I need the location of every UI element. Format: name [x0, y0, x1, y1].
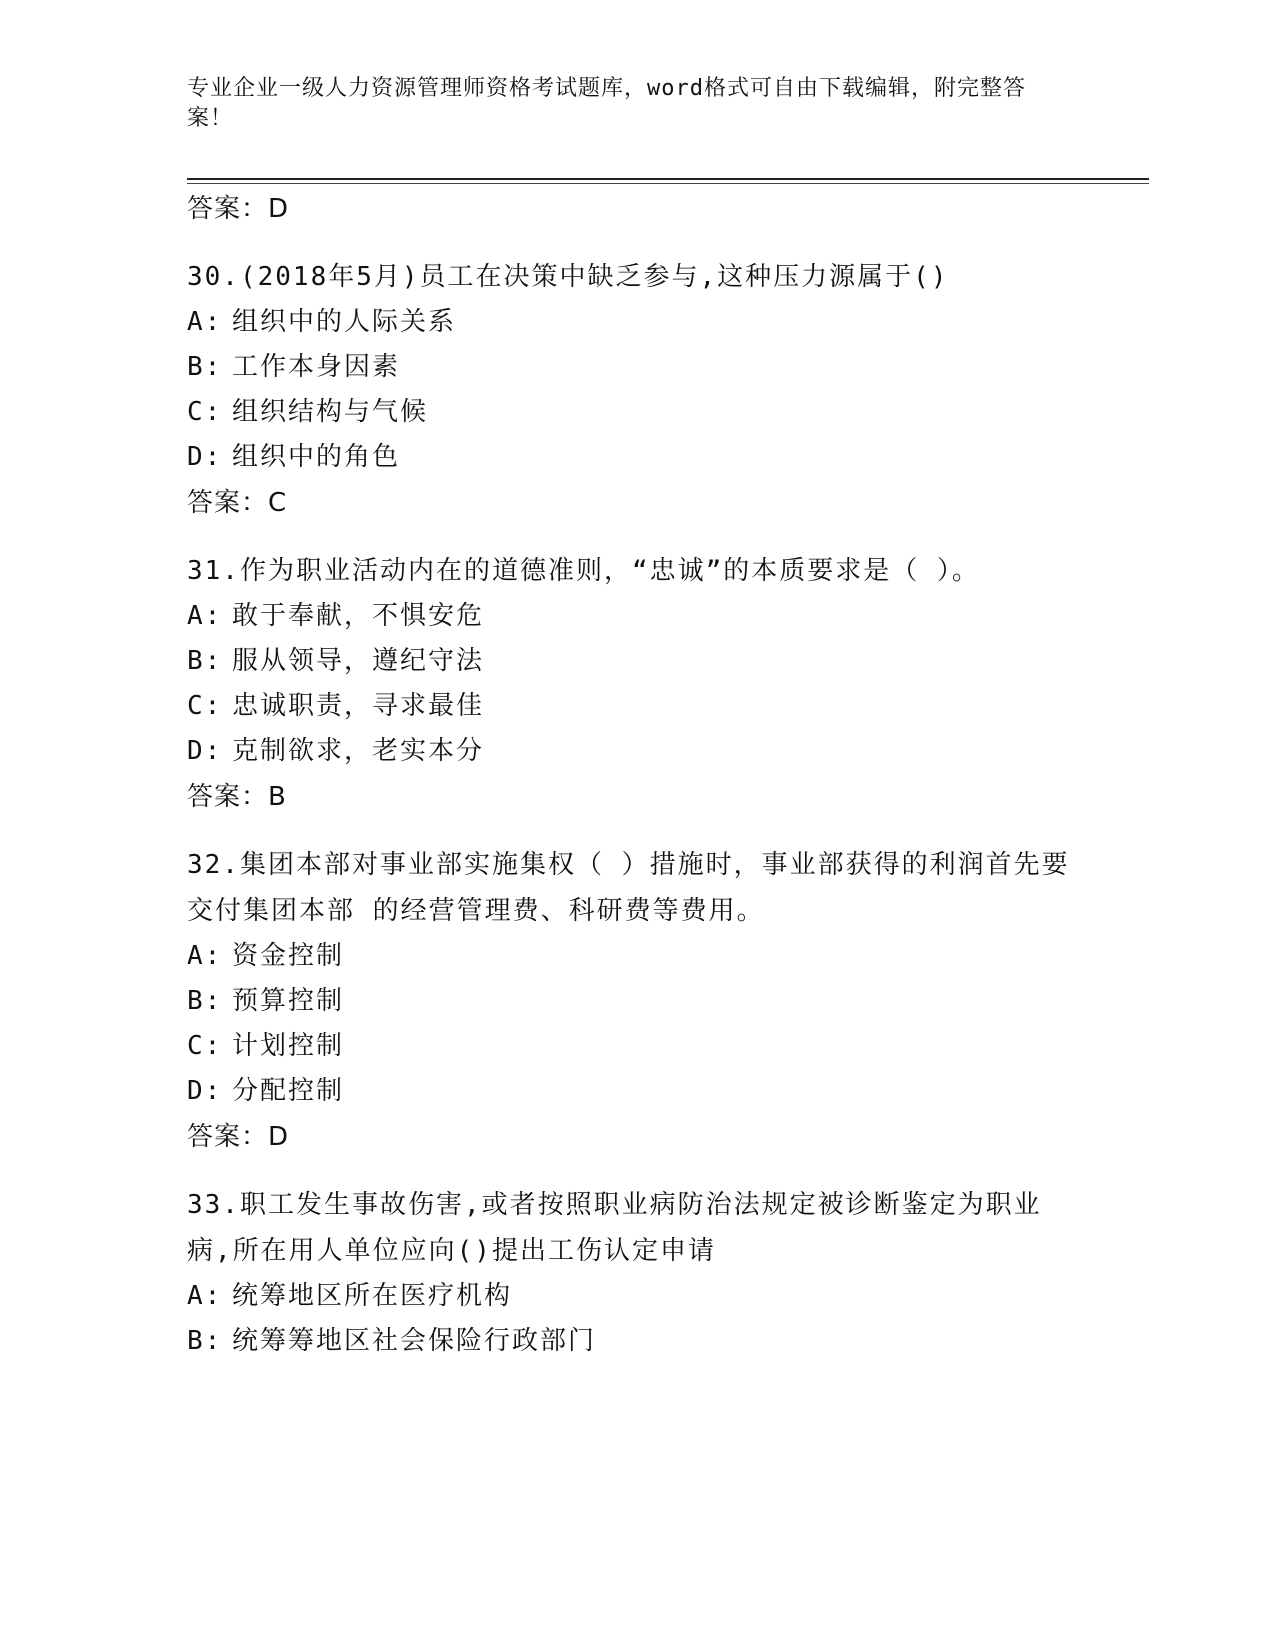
answer-line: 答案：C [187, 488, 288, 518]
question-30 [187, 254, 1087, 526]
option-text: 忠诚职责，寻求最佳 [232, 691, 485, 721]
question-stem: 33.职工发生事故伤害,或者按照职业病防治法规定被诊断鉴定为职业病,所在用人单位应向()提出工伤认定申请 [187, 1190, 1042, 1266]
header-divider-thin [187, 183, 1149, 184]
option-c [187, 684, 1087, 729]
option-letter: A: [187, 307, 223, 337]
question-stem: 31.作为职业活动内在的道德准则，“忠诚”的本质要求是（ ）。 [187, 556, 980, 586]
option-letter: D: [187, 442, 223, 472]
option-text: 统筹筹地区社会保险行政部门 [232, 1326, 597, 1356]
option-d [187, 435, 1087, 480]
option-text: 工作本身因素 [232, 352, 401, 382]
option-letter: B: [187, 352, 223, 382]
page-header: 专业企业一级人力资源管理师资格考试题库，word格式可自由下载编辑，附完整答案！ [187, 76, 1026, 131]
option-letter: C: [187, 397, 223, 427]
option-d [187, 1069, 1087, 1114]
question-33 [187, 1182, 1087, 1364]
option-letter: D: [187, 1076, 223, 1106]
option-text: 计划控制 [232, 1031, 345, 1061]
question-31 [187, 548, 1087, 820]
option-letter: A: [187, 1281, 223, 1311]
option-b [187, 1319, 1087, 1364]
option-d [187, 729, 1087, 774]
option-text: 服从领导，遵纪守法 [232, 646, 485, 676]
option-letter: B: [187, 986, 223, 1016]
header-divider [187, 178, 1149, 180]
option-letter: D: [187, 736, 223, 766]
option-text: 敢于奉献，不惧安危 [232, 601, 485, 631]
option-text: 预算控制 [232, 986, 345, 1016]
option-text: 组织中的人际关系 [232, 307, 457, 337]
answer-line: 答案：D [187, 1122, 290, 1152]
option-a [187, 934, 1087, 979]
option-letter: B: [187, 1326, 223, 1356]
option-b [187, 979, 1087, 1024]
option-b [187, 345, 1087, 390]
answer-line: 答案：D [187, 194, 290, 224]
option-a [187, 1274, 1087, 1319]
option-a [187, 300, 1087, 345]
answer-line: 答案：B [187, 782, 287, 812]
option-c [187, 390, 1087, 435]
option-b [187, 639, 1087, 684]
option-c [187, 1024, 1087, 1069]
option-letter: C: [187, 691, 223, 721]
question-stem: 30.(2018年5月)员工在决策中缺乏参与,这种压力源属于() [187, 262, 949, 292]
question-32 [187, 842, 1087, 1160]
option-letter: A: [187, 601, 223, 631]
option-text: 组织结构与气候 [232, 397, 429, 427]
option-a [187, 594, 1087, 639]
option-text: 组织中的角色 [232, 442, 401, 472]
option-letter: A: [187, 941, 223, 971]
option-letter: B: [187, 646, 223, 676]
option-text: 统筹地区所在医疗机构 [232, 1281, 513, 1311]
option-text: 克制欲求，老实本分 [232, 736, 485, 766]
option-text: 分配控制 [232, 1076, 345, 1106]
question-list [187, 186, 1087, 1386]
option-text: 资金控制 [232, 941, 345, 971]
option-letter: C: [187, 1031, 223, 1061]
question-stem: 32.集团本部对事业部实施集权（ ）措施时，事业部获得的利润首先要交付集团本部 的经营管理费、科研费等费用。 [187, 850, 1070, 926]
